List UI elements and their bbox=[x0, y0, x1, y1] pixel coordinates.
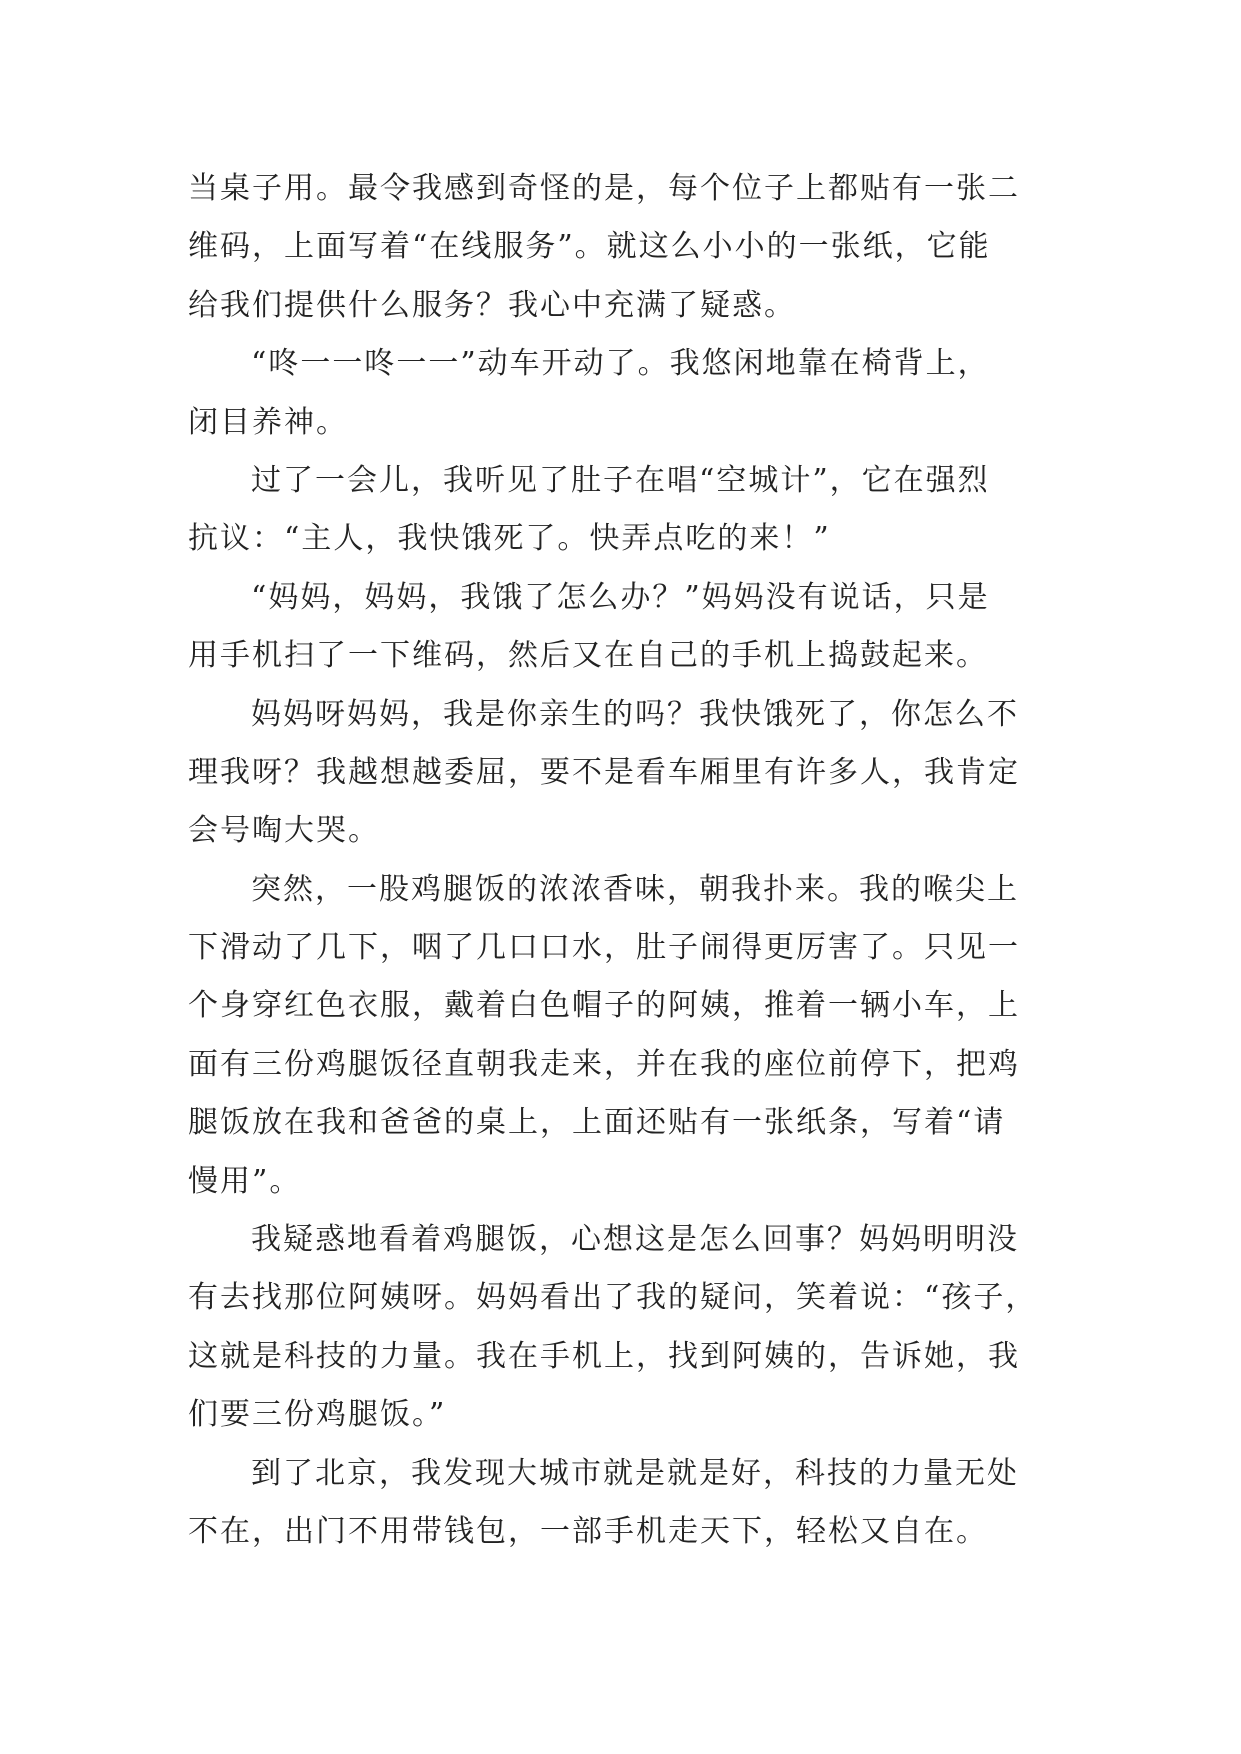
text-line: 个身穿红色衣服，戴着白色帽子的阿姨，推着一辆小车，上 bbox=[188, 988, 1020, 1024]
text-line: 突然，一股鸡腿饭的浓浓香味，朝我扑来。我的喉尖上 bbox=[251, 871, 1019, 907]
text-line: 下滑动了几下，咽了几口口水，肚子闹得更厉害了。只见一 bbox=[188, 930, 1020, 966]
paragraph-3 bbox=[188, 452, 1058, 569]
text-line: “咚一一咚一一”动车开动了。我悠闲地靠在椅背上， bbox=[251, 346, 990, 382]
paragraph-2 bbox=[188, 335, 1058, 452]
paragraph-7 bbox=[188, 1211, 1058, 1445]
text-line: 维码，上面写着“在线服务”。就这么小小的一张纸，它能 bbox=[188, 229, 991, 265]
text-line: 闭目养神。 bbox=[188, 404, 348, 440]
text-line: 当桌子用。最令我感到奇怪的是，每个位子上都贴有一张二 bbox=[188, 171, 1020, 206]
text-line: 过了一会儿，我听见了肚子在唱“空城计”，它在强烈 bbox=[251, 462, 990, 498]
document-page bbox=[188, 160, 1058, 1561]
paragraph-1 bbox=[188, 160, 1058, 335]
text-line: “妈妈，妈妈，我饿了怎么办？”妈妈没有说话，只是 bbox=[251, 579, 990, 615]
text-line: 到了北京，我发现大城市就是就是好，科技的力量无处 bbox=[251, 1455, 1019, 1491]
paragraph-4 bbox=[188, 569, 1058, 686]
paragraph-5 bbox=[188, 686, 1058, 861]
text-line: 给我们提供什么服务？我心中充满了疑惑。 bbox=[188, 287, 796, 323]
text-line: 们要三份鸡腿饭。” bbox=[188, 1397, 447, 1433]
text-line: 腿饭放在我和爸爸的桌上，上面还贴有一张纸条，写着“请 bbox=[188, 1105, 1006, 1141]
text-line: 用手机扫了一下维码，然后又在自己的手机上捣鼓起来。 bbox=[188, 638, 988, 674]
text-line: 慢用”。 bbox=[188, 1163, 302, 1199]
text-line: 妈妈呀妈妈，我是你亲生的吗？我快饿死了，你怎么不 bbox=[251, 696, 1019, 732]
text-line: 抗议：“主人，我快饿死了。快弄点吃的来！” bbox=[188, 521, 831, 557]
text-line: 这就是科技的力量。我在手机上，找到阿姨的，告诉她，我 bbox=[188, 1338, 1020, 1374]
text-line: 理我呀？我越想越委屈，要不是看车厢里有许多人，我肯定 bbox=[188, 754, 1020, 790]
text-line: 不在，出门不用带钱包，一部手机走天下，轻松又自在。 bbox=[188, 1513, 988, 1549]
text-line: 会号啕大哭。 bbox=[188, 813, 380, 849]
text-line: 有去找那位阿姨呀。妈妈看出了我的疑问，笑着说：“孩子， bbox=[188, 1280, 1038, 1316]
paragraph-6 bbox=[188, 861, 1058, 1211]
text-line: 我疑惑地看着鸡腿饭，心想这是怎么回事？妈妈明明没 bbox=[251, 1222, 1019, 1258]
text-line: 面有三份鸡腿饭径直朝我走来，并在我的座位前停下，把鸡 bbox=[188, 1046, 1020, 1082]
paragraph-8 bbox=[188, 1445, 1058, 1562]
